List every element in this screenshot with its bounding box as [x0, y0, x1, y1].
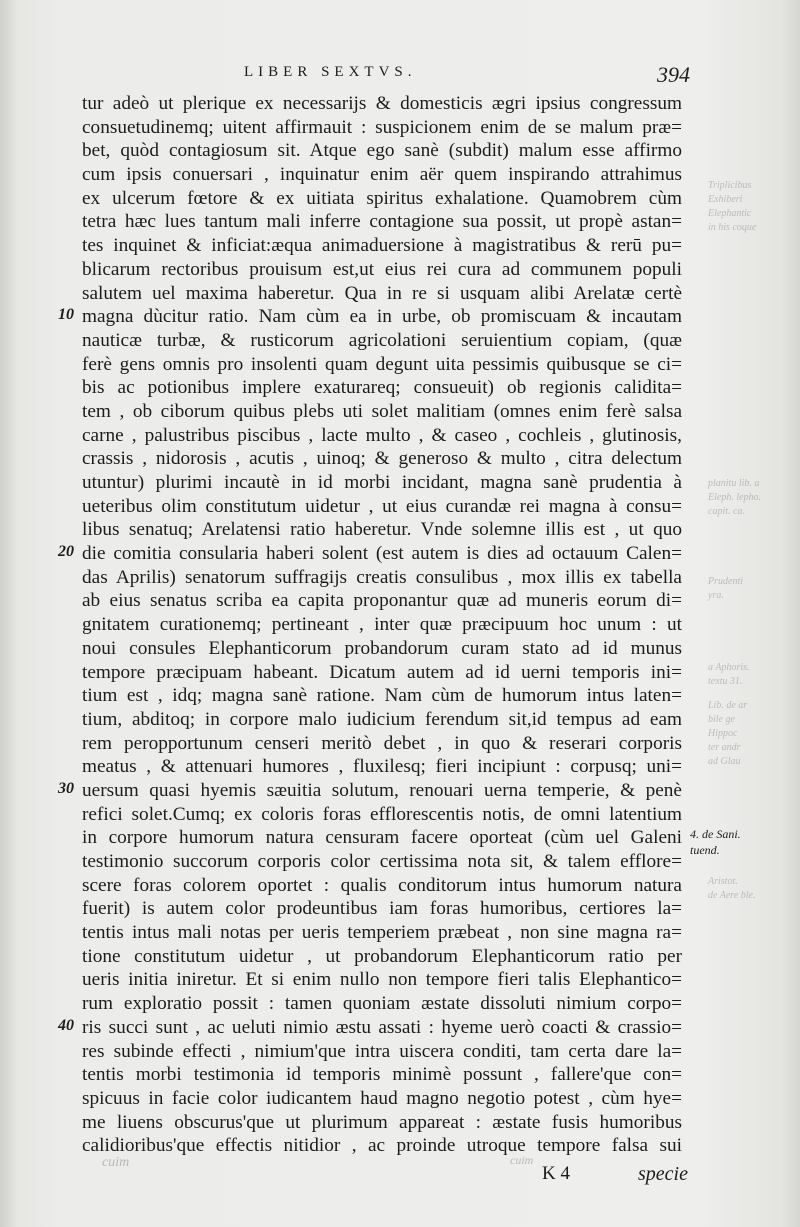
- running-head: LIBER SEXTVS.: [244, 64, 417, 80]
- text-line: tur adeò ut plerique ex necessarijs & domesticis ægri ipsius congressum: [82, 93, 682, 114]
- text-line: spicuus in facie color iudicantem haud magno negotio potest , cùm hye=: [82, 1087, 682, 1109]
- text-line: bis ac potionibus implere exaturareq; consueuit) ob regionis calidita=: [82, 377, 682, 399]
- text-line: nauticæ turbæ, & rusticorum agricolationi seruientium copiam, (quæ: [82, 329, 682, 351]
- text-line: refici solet.Cumq; ex coloris foras efflorescentis notis, de omni latentium: [82, 803, 682, 825]
- show-through-line: Exhiberi: [708, 194, 743, 205]
- line-number: 40: [58, 1017, 74, 1034]
- text-line: blicarum rectoribus prouisum est,ut eius rei cura ad communem populi: [82, 258, 682, 280]
- show-through-line: a Aphoris.: [708, 662, 750, 673]
- text-line: salutem uel maxima haberetur. Qua in re si usquam alibi Arelatæ certè: [82, 282, 682, 304]
- show-through-line: de Aere ble.: [708, 890, 756, 901]
- text-line: consuetudinemq; uitent affirmauit : suspicionem enim de se malum præ=: [82, 116, 682, 138]
- catchword: specie: [638, 1163, 688, 1185]
- text-line: testimonio succorum corporis color certissima nota sit, & talem efflore=: [82, 851, 682, 872]
- page-header: [240, 62, 700, 90]
- text-line: ris succi sunt , ac ueluti nimio æstu assati : hyeme uerò coacti & crassio=: [82, 1016, 682, 1038]
- faded-word: cuim: [102, 1155, 130, 1170]
- line-number: 20: [58, 543, 74, 560]
- text-line: scere foras colorem oportet : qualis conditorum intus humorum natura: [82, 874, 682, 896]
- text-line: rum exploratio possit : tamen quoniam æstate dissoluti nimium corpo=: [82, 993, 682, 1015]
- text-line: libus senatuq; Arelatensi ratio haberetur. Vnde solemne illis est , ut quo: [82, 519, 682, 541]
- show-through-line: Lib. de ar: [708, 700, 748, 711]
- text-line: das Aprilis) senatorum suffragijs creatis consulibus , mox illis ex tabella: [82, 566, 682, 588]
- show-through-line: textu 31.: [708, 676, 743, 687]
- text-line: tempore præcipuam habeant. Dicatum autem ad id uerni temporis ini=: [82, 661, 682, 683]
- text-line: tium est , idq; magna sanè ratione. Nam cùm de humorum intus laten=: [82, 685, 682, 707]
- text-line: crassis , nidorosis , acutis , uinoq; & generoso & multo , citra delectum: [82, 448, 682, 470]
- show-through-line: yra.: [708, 590, 724, 601]
- margin-note: [690, 826, 750, 858]
- body-text: [82, 92, 682, 1158]
- show-through-line: ad Glau: [708, 756, 741, 767]
- text-line: uersum quasi hyemis sæuitia solutum, renouari uerna temperie, & penè: [82, 779, 682, 801]
- signature-mark: K 4: [542, 1163, 570, 1184]
- text-line: ferè gens omnis pro insolenti quam degunt uita pessimis quibusque se ci=: [82, 353, 682, 375]
- text-line: ueteribus olim constitutum uidetur , ut eius curandæ rei magna à consu=: [82, 495, 682, 517]
- text-line: calidioribus'que effectis nitidior , ac proinde utroque tempore falsa sui: [82, 1135, 682, 1157]
- text-line: ex ulcerum fœtore & ex uitiata spiritus exhalatione. Quamobrem cùm: [82, 187, 682, 209]
- text-line: gnitatem curationemq; pertineant , inter quæ præcipuum hoc unum : ut: [82, 614, 682, 636]
- show-through-line: capit. ca.: [708, 506, 745, 517]
- text-line: tentis intus mali notas per ueris temperiem præbeat , non sine magna ra=: [82, 922, 682, 944]
- text-line: tetra hæc lues tantum mali inferre contagione sua possit, ut propè astan=: [82, 211, 682, 233]
- text-line: me liuens obscurus'que ut plurimum appareat : æstate fusis humoribus: [82, 1111, 682, 1133]
- text-line: meatus , & attenuari humores , fluxilesq; fieri incipiunt : corpusq; uni=: [82, 756, 682, 778]
- text-line: in corpore humorum natura censuram facere oporteat (cùm uel Galeni: [82, 827, 682, 849]
- text-line: carne , palustribus piscibus , lacte multo , & caseo , cochleis , glutinosis,: [82, 424, 682, 446]
- show-through-line: Triplicibus: [708, 180, 752, 191]
- text-line: bet, quòd contagiosum sit. Atque ego sanè (subdit) malum esse affirmo: [82, 140, 682, 162]
- text-line: res subinde effecti , nimium'que intra uiscera conditi, tam certa dare la=: [82, 1040, 682, 1062]
- text-line: tium, abditoq; in corpore malo iudicium ferendum sit,id tempus ad eam: [82, 708, 682, 730]
- text-line: cum ipsis conuersari , inquinatur enim aër quem inspirando attrahimus: [82, 164, 682, 186]
- text-line: tentis morbi testimonia id temporis minimè possunt , fallere'que con=: [82, 1064, 682, 1086]
- text-line: magna dùcitur ratio. Nam cùm ea in urbe, ob promiscuam & incautam: [82, 306, 682, 328]
- text-line: tes inquinet & inficiat:æqua animaduersione à magistratibus & rerū pu=: [82, 235, 682, 257]
- show-through-line: ter andr: [708, 742, 741, 753]
- text-line: tem , ob ciborum quibus plebs uti solet malitiam (omnes enim ferè salsa: [82, 400, 682, 422]
- text-line: die comitia consularia haberi solent (est autem is dies ad octauum Calen=: [82, 543, 682, 565]
- show-through-line: planitu lib. a: [708, 478, 760, 489]
- show-through-line: Eleph. lepho.: [708, 492, 762, 503]
- show-through-line: Elephantic: [708, 208, 752, 219]
- text-line: ueris initia iniretur. Et si enim nullo non tempore fieri talis Elephantico=: [82, 969, 682, 991]
- margin-note-line: tuend.: [690, 843, 720, 857]
- text-line: utuntur) plurimi incautè in id morbi incidant, magna sanè prudentia à: [82, 472, 682, 493]
- text-line: noui consules Elephanticorum probandorum curam stato ad id munus: [82, 637, 682, 659]
- line-number: 30: [58, 780, 74, 797]
- text-line: ab eius senatus scriba ea capita proponantur quæ ad muneris eorum di=: [82, 590, 682, 612]
- faded-word: cuim: [510, 1153, 534, 1167]
- line-number: 10: [58, 306, 74, 323]
- text-line: fuerit) is autem color prodeuntibus iam foras humoribus, certiores la=: [82, 898, 682, 920]
- show-through-line: Hippoc: [708, 728, 738, 739]
- show-through-line: Aristot.: [708, 876, 738, 887]
- page-number: 394: [657, 62, 690, 87]
- show-through-line: in his coque: [708, 222, 757, 233]
- page-footer: [80, 1155, 690, 1185]
- text-line: rem peropportunum censeri meritò debet , in quo & reserari corporis: [82, 732, 682, 754]
- margin-note-line: 4. de Sani.: [690, 827, 741, 841]
- show-through-line: Prudenti: [708, 576, 743, 587]
- text-line: tione constitutum uidetur , ut probandorum Elephanticorum ratio per: [82, 945, 682, 967]
- show-through-line: bile ge: [708, 714, 735, 725]
